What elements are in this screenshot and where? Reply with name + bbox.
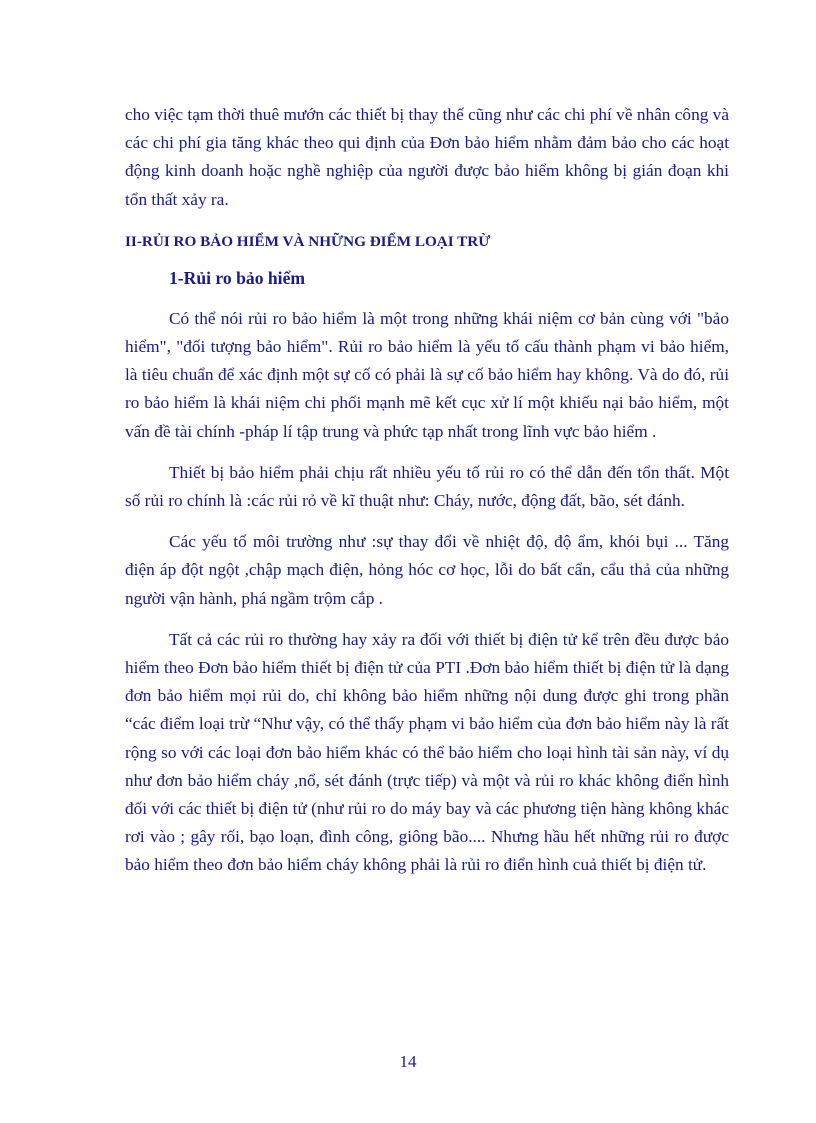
section-heading: II-RỦI RO BẢO HIỂM VÀ NHỮNG ĐIỂM LOẠI TRỪ — [125, 232, 491, 250]
paragraph-environmental-factors: Các yếu tố môi trường như :sự thay đổi về nhiệt độ, độ ẩm, khói bụi ... Tăng điện áp đột ngột ,chập mạch điện, hỏng hóc cơ học, lỗi do bất cẩn, cẩu thả của những người vận hành, phá ngầm trộm cắp . — [125, 532, 729, 608]
paragraph-risk-definition: Có thể nói rủi ro bảo hiểm là một trong những khái niệm cơ bản cùng với "bảo hiểm", "đối tượng bảo hiểm". Rủi ro bảo hiểm là yếu tố cấu thành phạm vi bảo hiểm, là tiêu chuẩn để xác định một sự cố có phải là sự cố bảo hiểm hay không. Và do đó, rủi ro bảo hiểm là khái niệm chi phối mạnh mẽ kết cục xử lí một khiếu nại bảo hiểm, một vấn đề tài chính -pháp lí tập trung và phức tạp nhất trong lĩnh vực bảo hiểm . — [125, 308, 729, 441]
paragraph-main-risks: Thiết bị bảo hiểm phải chịu rất nhiều yếu tố rủi ro có thể dẫn đến tổn thất. Một số rủi ro chính là :các rủi rỏ về kĩ thuật như: Cháy, nước, động đất, bão, sét đánh. — [125, 462, 729, 511]
subsection-heading: 1-Rủi ro bảo hiểm — [169, 267, 306, 288]
continuation-paragraph: cho việc tạm thời thuê mướn các thiết bị thay thế cũng như các chi phí về nhân công và các chi phí gia tăng khác theo qui định của Đơn bảo hiểm nhằm đảm bảo cho các hoạt động kinh doanh hoặc nghề nghiệp của người được bảo hiểm không bị gián đoạn khi tổn thất xảy ra. — [125, 105, 729, 209]
page-content — [125, 101, 729, 880]
paragraph-coverage-scope: Tất cả các rủi ro thường hay xảy ra đối với thiết bị điện tử kể trên đều được bảo hiểm theo Đơn bảo hiểm thiết bị điện tử của PTI .Đơn bảo hiểm thiết bị điện tử là dạng đơn bảo hiểm mọi rủi do, chỉ không bảo hiểm những nội dung được ghi trong phần “các điểm loại trừ “Như vậy, có thể thấy phạm vi bảo hiểm của đơn bảo hiểm này là rất rộng so với các loại đơn bảo hiểm khác có thể bảo hiểm cho loại hình tài sản này, ví dụ như đơn bảo hiểm cháy ,nổ, sét đánh (trực tiếp) và một và rủi ro khác không điển hình đối với các thiết bị điện tử (như rủi ro do máy bay và các phương tiện hàng không khác rơi vào ; gây rối, bạo loạn, đình công, giông bão.... Nhưng hầu hết những rủi ro được bảo hiểm theo đơn bảo hiểm cháy không phải là rủi ro điển hình cuả thiết bị điện tử. — [125, 629, 729, 875]
page-number: 14 — [399, 1052, 417, 1071]
